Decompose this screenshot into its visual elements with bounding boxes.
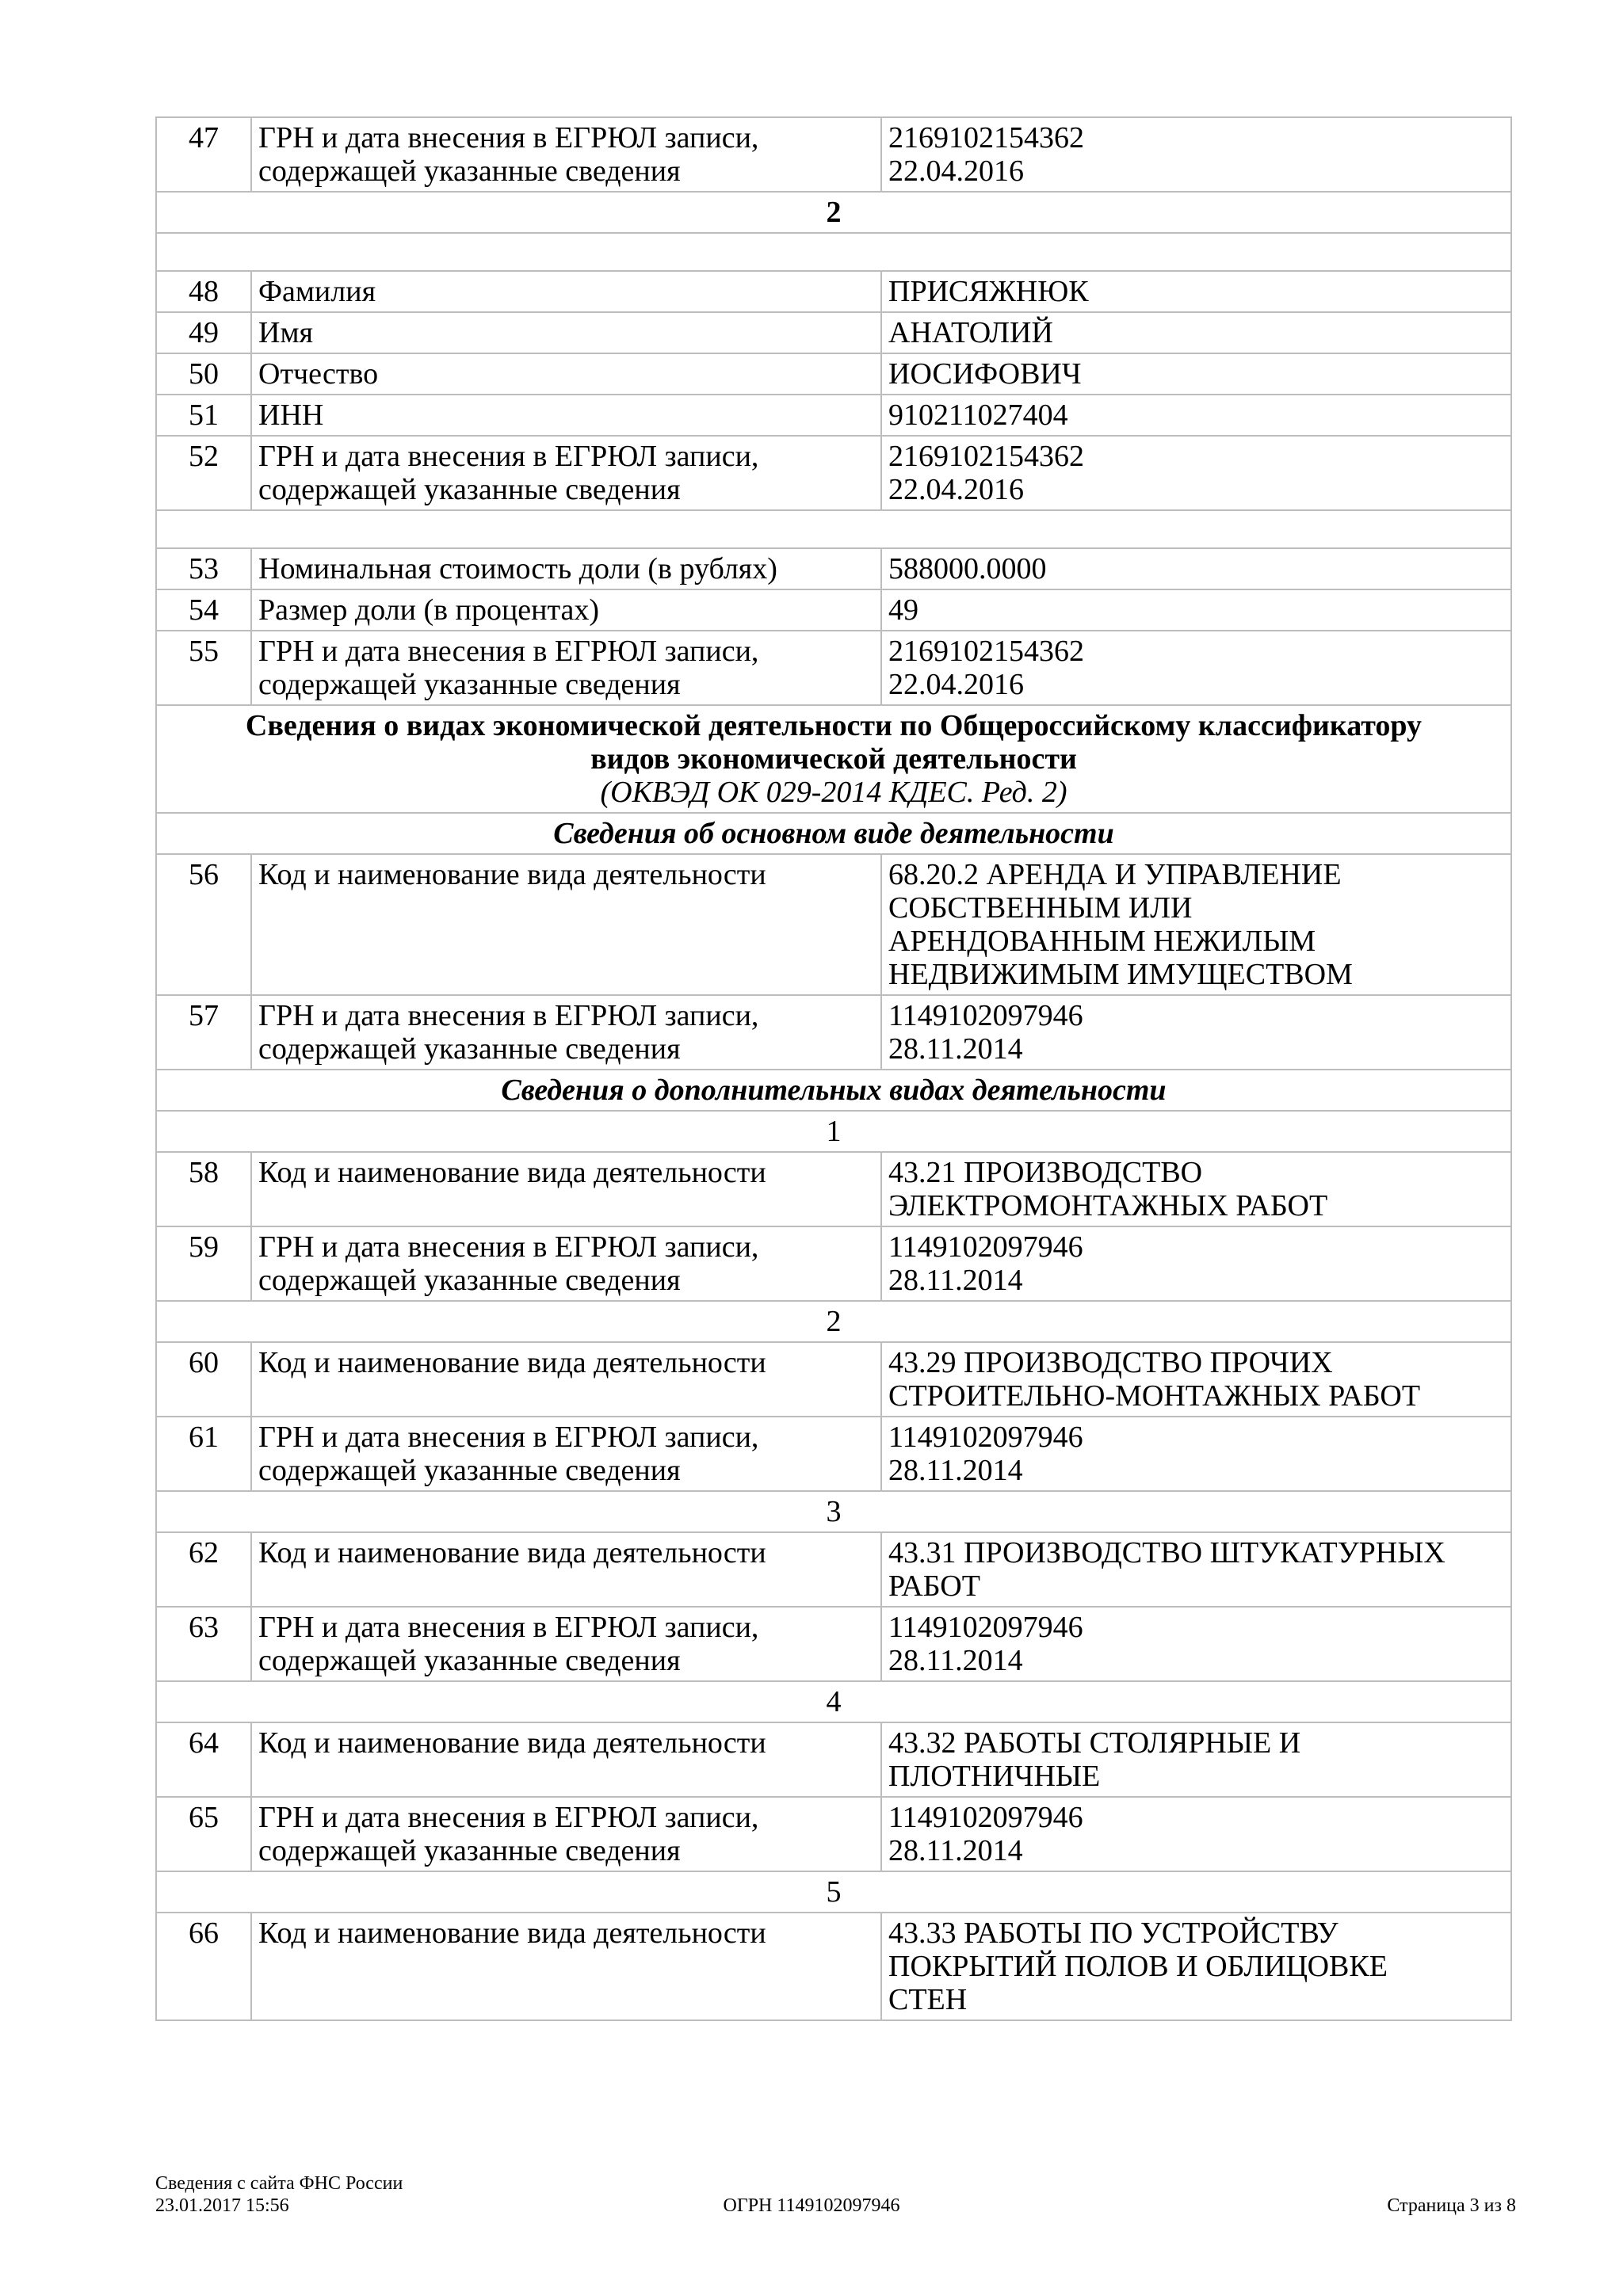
table-row (156, 1722, 1511, 1797)
row-value: 43.21 ПРОИЗВОДСТВО ЭЛЕКТРОМОНТАЖНЫХ РАБОТ (881, 1152, 1511, 1226)
table-row (156, 548, 1511, 589)
subsection-number: 5 (156, 1871, 1511, 1913)
row-number: 61 (156, 1417, 251, 1491)
table-row (156, 1152, 1511, 1226)
subsection-row (156, 192, 1511, 233)
row-number: 57 (156, 995, 251, 1070)
table-row (156, 271, 1511, 312)
row-number: 53 (156, 548, 251, 589)
blank-row (156, 233, 1511, 271)
row-value: 43.33 РАБОТЫ ПО УСТРОЙСТВУ ПОКРЫТИЙ ПОЛОВ И ОБЛИЦОВКЕ СТЕН (881, 1913, 1511, 2020)
section-header-row (156, 813, 1511, 854)
row-label: ГРН и дата внесения в ЕГРЮЛ записи, содержащей указанные сведения (251, 117, 881, 192)
row-value: 2169102154362 22.04.2016 (881, 436, 1511, 510)
row-label: Номинальная стоимость доли (в рублях) (251, 548, 881, 589)
section-header-row (156, 705, 1511, 813)
row-value: АНАТОЛИЙ (881, 312, 1511, 353)
footer-page-number: Страница 3 из 8 (1387, 2195, 1516, 2216)
row-value: 2169102154362 22.04.2016 (881, 631, 1511, 705)
row-number: 54 (156, 589, 251, 631)
table-row (156, 1607, 1511, 1681)
row-label: ГРН и дата внесения в ЕГРЮЛ записи, содержащей указанные сведения (251, 995, 881, 1070)
table-row (156, 117, 1511, 192)
subsection-number: 2 (156, 1301, 1511, 1342)
row-number: 56 (156, 854, 251, 995)
table-row (156, 1532, 1511, 1607)
table-row (156, 312, 1511, 353)
row-number: 66 (156, 1913, 251, 2020)
row-number: 62 (156, 1532, 251, 1607)
row-label: ГРН и дата внесения в ЕГРЮЛ записи, содержащей указанные сведения (251, 1607, 881, 1681)
row-label: ГРН и дата внесения в ЕГРЮЛ записи, содержащей указанные сведения (251, 1417, 881, 1491)
row-number: 51 (156, 395, 251, 436)
row-value: 49 (881, 589, 1511, 631)
row-label: Имя (251, 312, 881, 353)
table-row (156, 1226, 1511, 1301)
row-label: Отчество (251, 353, 881, 395)
row-number: 50 (156, 353, 251, 395)
section-okved-title: Сведения о видах экономической деятельности по Общероссийскому классификатору видов экономической деятельности (245, 709, 1423, 776)
row-number: 52 (156, 436, 251, 510)
table-row (156, 631, 1511, 705)
row-value: 2169102154362 22.04.2016 (881, 117, 1511, 192)
table-row (156, 436, 1511, 510)
section-okved-header (156, 705, 1511, 813)
table-row (156, 395, 1511, 436)
row-value: 43.32 РАБОТЫ СТОЛЯРНЫЕ И ПЛОТНИЧНЫЕ (881, 1722, 1511, 1797)
row-value: 1149102097946 28.11.2014 (881, 995, 1511, 1070)
footer-ogrn: ОГРН 1149102097946 (723, 2195, 900, 2216)
row-number: 60 (156, 1342, 251, 1417)
row-label: Код и наименование вида деятельности (251, 1913, 881, 2020)
row-label: Код и наименование вида деятельности (251, 854, 881, 995)
row-label: Код и наименование вида деятельности (251, 1342, 881, 1417)
row-number: 58 (156, 1152, 251, 1226)
row-number: 55 (156, 631, 251, 705)
row-number: 63 (156, 1607, 251, 1681)
subsection-row (156, 1871, 1511, 1913)
row-value: 43.29 ПРОИЗВОДСТВО ПРОЧИХ СТРОИТЕЛЬНО-МОНТАЖНЫХ РАБОТ (881, 1342, 1511, 1417)
table-row (156, 1913, 1511, 2020)
row-label: ГРН и дата внесения в ЕГРЮЛ записи, содержащей указанные сведения (251, 1226, 881, 1301)
row-label: ГРН и дата внесения в ЕГРЮЛ записи, содержащей указанные сведения (251, 436, 881, 510)
table-row (156, 1797, 1511, 1871)
row-value: 68.20.2 АРЕНДА И УПРАВЛЕНИЕ СОБСТВЕННЫМ ИЛИ АРЕНДОВАННЫМ НЕЖИЛЫМ НЕДВИЖИМЫМ ИМУЩЕСТВОМ (881, 854, 1511, 995)
subsection-row (156, 1111, 1511, 1152)
subsection-number: 2 (156, 192, 1511, 233)
subsection-row (156, 1301, 1511, 1342)
row-number: 47 (156, 117, 251, 192)
egrul-table (155, 116, 1512, 2021)
row-label: Фамилия (251, 271, 881, 312)
row-number: 64 (156, 1722, 251, 1797)
row-label: Код и наименование вида деятельности (251, 1152, 881, 1226)
subsection-number: 3 (156, 1491, 1511, 1532)
row-value: 43.31 ПРОИЗВОДСТВО ШТУКАТУРНЫХ РАБОТ (881, 1532, 1511, 1607)
table-row (156, 1342, 1511, 1417)
subsection-row (156, 1681, 1511, 1722)
row-number: 59 (156, 1226, 251, 1301)
table-row (156, 995, 1511, 1070)
row-label: Код и наименование вида деятельности (251, 1722, 881, 1797)
row-value: 1149102097946 28.11.2014 (881, 1797, 1511, 1871)
row-value: 1149102097946 28.11.2014 (881, 1417, 1511, 1491)
row-label: ГРН и дата внесения в ЕГРЮЛ записи, содержащей указанные сведения (251, 1797, 881, 1871)
row-number: 65 (156, 1797, 251, 1871)
section-header-row (156, 1070, 1511, 1111)
subsection-row (156, 1491, 1511, 1532)
row-label: Размер доли (в процентах) (251, 589, 881, 631)
row-value: 910211027404 (881, 395, 1511, 436)
table-row (156, 1417, 1511, 1491)
row-value: ИОСИФОВИЧ (881, 353, 1511, 395)
row-number: 48 (156, 271, 251, 312)
blank-row (156, 510, 1511, 548)
table-row (156, 854, 1511, 995)
footer-source: Сведения с сайта ФНС России 23.01.2017 15:56 (155, 2173, 403, 2216)
row-value: 1149102097946 28.11.2014 (881, 1226, 1511, 1301)
row-value: 588000.0000 (881, 548, 1511, 589)
section-main-activity-title: Сведения об основном виде деятельности (156, 813, 1511, 854)
row-label: Код и наименование вида деятельности (251, 1532, 881, 1607)
row-label: ИНН (251, 395, 881, 436)
row-label: ГРН и дата внесения в ЕГРЮЛ записи, содержащей указанные сведения (251, 631, 881, 705)
subsection-number: 4 (156, 1681, 1511, 1722)
section-okved-subtitle: (ОКВЭД ОК 029-2014 КДЕС. Ред. 2) (600, 776, 1067, 809)
row-number: 49 (156, 312, 251, 353)
section-additional-activity-title: Сведения о дополнительных видах деятельности (156, 1070, 1511, 1111)
row-value: ПРИСЯЖНЮК (881, 271, 1511, 312)
table-row (156, 589, 1511, 631)
subsection-number: 1 (156, 1111, 1511, 1152)
row-value: 1149102097946 28.11.2014 (881, 1607, 1511, 1681)
table-row (156, 353, 1511, 395)
